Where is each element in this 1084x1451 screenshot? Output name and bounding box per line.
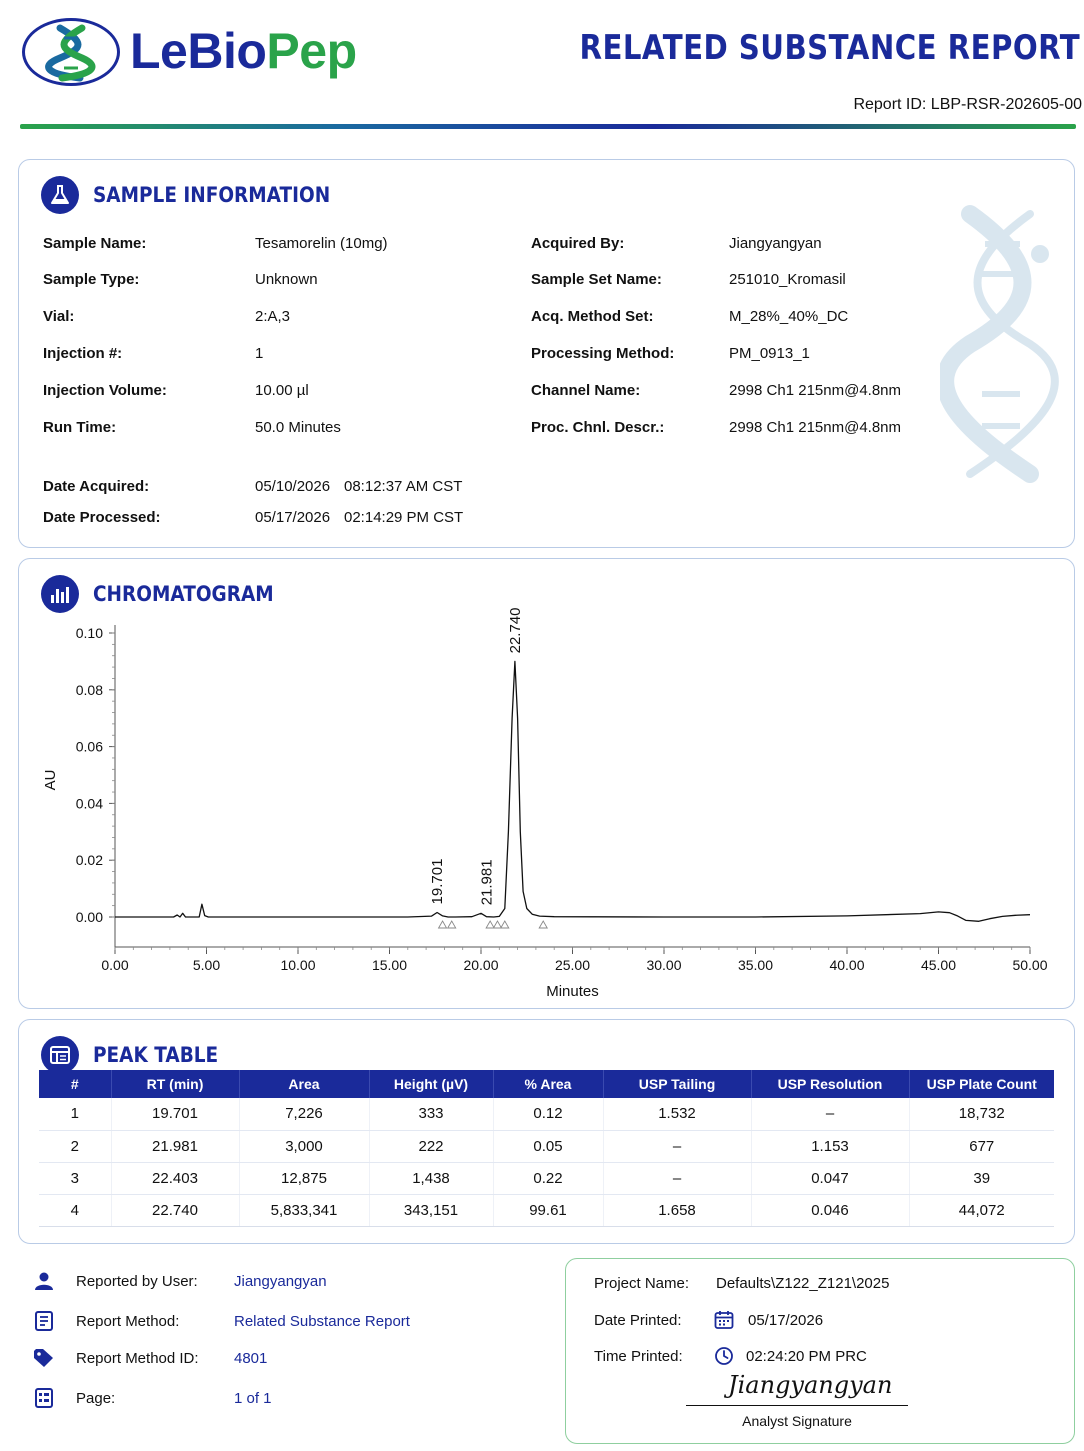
x-tick-label: 45.00 bbox=[920, 957, 957, 973]
sample-name-label: Sample Name: bbox=[43, 235, 147, 252]
date-printed-value: 05/17/2026 bbox=[748, 1312, 824, 1329]
run-time-value: 50.0 Minutes bbox=[255, 419, 341, 436]
signature-line bbox=[686, 1405, 908, 1406]
injection-volume-value: 10.00 µl bbox=[255, 382, 309, 399]
peak-label: 21.981 bbox=[478, 859, 496, 906]
baseline-marker bbox=[439, 921, 447, 928]
date-acquired-time: 08:12:37 AM CST bbox=[344, 478, 463, 495]
sample-type-label: Sample Type: bbox=[43, 271, 140, 288]
column-header: USP Resolution bbox=[751, 1070, 909, 1098]
injection-number-label: Injection #: bbox=[43, 345, 123, 362]
table-cell: 0.046 bbox=[751, 1194, 909, 1226]
date-processed-time: 02:14:29 PM CST bbox=[344, 509, 464, 526]
date-acquired-label: Date Acquired: bbox=[43, 478, 150, 495]
x-tick-label: 15.00 bbox=[371, 957, 408, 973]
dna-icon bbox=[22, 18, 120, 86]
date-printed-label: Date Printed: bbox=[594, 1312, 682, 1329]
sample-type-value: Unknown bbox=[255, 271, 318, 288]
table-cell: 1 bbox=[39, 1098, 111, 1130]
clock-icon bbox=[714, 1346, 734, 1366]
x-tick-label: 25.00 bbox=[554, 957, 591, 973]
report-method-icon bbox=[32, 1309, 56, 1333]
sample-information-title: SAMPLE INFORMATION bbox=[93, 183, 331, 207]
chromatogram-title: CHROMATOGRAM bbox=[93, 582, 274, 606]
table-cell: 39 bbox=[909, 1162, 1054, 1194]
user-icon bbox=[32, 1269, 56, 1293]
sample-information-panel bbox=[18, 159, 1075, 548]
report-header bbox=[0, 0, 1084, 140]
table-cell: – bbox=[603, 1130, 751, 1162]
logo-emblem bbox=[22, 18, 120, 86]
x-tick-label: 20.00 bbox=[463, 957, 499, 973]
x-tick-label: 40.00 bbox=[829, 957, 865, 973]
reported-by-value: Jiangyangyan bbox=[234, 1272, 327, 1290]
table-cell: 44,072 bbox=[909, 1194, 1054, 1226]
run-time-label: Run Time: bbox=[43, 419, 117, 436]
chromatogram-trace bbox=[115, 661, 1030, 921]
date-processed-date: 05/17/2026 bbox=[255, 509, 331, 526]
table-row bbox=[39, 1194, 1054, 1226]
table-cell: 1.153 bbox=[751, 1130, 909, 1162]
baseline-marker bbox=[493, 921, 501, 928]
table-row bbox=[39, 1098, 1054, 1130]
report-method-value: Related Substance Report bbox=[234, 1312, 410, 1330]
tag-icon bbox=[32, 1346, 56, 1370]
y-tick-label: 0.06 bbox=[75, 738, 103, 755]
table-cell: 99.61 bbox=[493, 1194, 603, 1226]
table-cell: 0.047 bbox=[751, 1162, 909, 1194]
page-icon bbox=[32, 1386, 56, 1410]
peak-table-header-row bbox=[39, 1070, 1054, 1098]
channel-name-value: 2998 Ch1 215nm@4.8nm bbox=[729, 382, 902, 399]
project-name-label: Project Name: bbox=[594, 1275, 690, 1292]
vial-label: Vial: bbox=[43, 308, 75, 325]
table-cell: 19.701 bbox=[111, 1098, 239, 1130]
table-cell: 3 bbox=[39, 1162, 111, 1194]
table-cell: 1.532 bbox=[603, 1098, 751, 1130]
page-label: Page: bbox=[76, 1389, 116, 1407]
peak-table bbox=[39, 1070, 1054, 1227]
report-method-id-label: Report Method ID: bbox=[76, 1349, 199, 1367]
channel-name-label: Channel Name: bbox=[531, 382, 641, 399]
vial-value: 2:A,3 bbox=[255, 308, 291, 325]
baseline-marker bbox=[486, 921, 494, 928]
column-header: Height (µV) bbox=[369, 1070, 493, 1098]
time-printed-label: Time Printed: bbox=[594, 1348, 683, 1365]
header-divider bbox=[20, 124, 1076, 129]
table-cell: 1.658 bbox=[603, 1194, 751, 1226]
acquired-by-value: Jiangyangyan bbox=[729, 235, 822, 252]
date-acquired-date: 05/10/2026 bbox=[255, 478, 331, 495]
x-tick-label: 5.00 bbox=[192, 957, 221, 973]
y-axis-label: AU bbox=[42, 769, 59, 791]
table-cell: 4 bbox=[39, 1194, 111, 1226]
processing-method-value: PM_0913_1 bbox=[729, 345, 810, 362]
table-cell: 18,732 bbox=[909, 1098, 1054, 1130]
column-header: USP Tailing bbox=[603, 1070, 751, 1098]
table-cell: 0.22 bbox=[493, 1162, 603, 1194]
sample-set-name-label: Sample Set Name: bbox=[531, 271, 662, 288]
report-method-id-row bbox=[32, 1345, 268, 1371]
peak-label: 22.740 bbox=[506, 607, 524, 654]
y-tick-label: 0.02 bbox=[75, 852, 103, 869]
date-processed-label: Date Processed: bbox=[43, 509, 161, 526]
x-tick-label: 50.00 bbox=[1012, 957, 1048, 973]
column-header: RT (min) bbox=[111, 1070, 239, 1098]
table-cell: – bbox=[751, 1098, 909, 1130]
table-cell: – bbox=[603, 1162, 751, 1194]
logo-wordmark: LeBioPep bbox=[130, 23, 357, 79]
analyst-signature: Jiangyangyan bbox=[728, 1371, 893, 1399]
acquired-by-label: Acquired By: bbox=[531, 235, 625, 252]
sample-set-name-value: 251010_Kromasil bbox=[729, 271, 846, 288]
proc-channel-descr-label: Proc. Chnl. Descr.: bbox=[531, 419, 665, 436]
processing-method-label: Processing Method: bbox=[531, 345, 675, 362]
column-header: USP Plate Count bbox=[909, 1070, 1054, 1098]
table-cell: 222 bbox=[369, 1130, 493, 1162]
report-method-row bbox=[32, 1308, 410, 1334]
table-cell: 343,151 bbox=[369, 1194, 493, 1226]
table-icon bbox=[41, 1036, 79, 1074]
project-name-value: Defaults\Z122_Z121\2025 bbox=[716, 1275, 890, 1292]
reported-by-row bbox=[32, 1268, 327, 1294]
column-header: % Area bbox=[493, 1070, 603, 1098]
report-id: Report ID: LBP-RSR-202605-00 bbox=[853, 96, 1082, 113]
peak-label: 19.701 bbox=[429, 858, 447, 905]
peak-table-title: PEAK TABLE bbox=[93, 1043, 219, 1067]
x-tick-label: 0.00 bbox=[101, 957, 129, 973]
sample-name-value: Tesamorelin (10mg) bbox=[255, 235, 388, 252]
injection-number-value: 1 bbox=[255, 345, 264, 362]
x-tick-label: 10.00 bbox=[280, 957, 316, 973]
table-cell: 0.05 bbox=[493, 1130, 603, 1162]
chromatogram-chart bbox=[19, 559, 1076, 1010]
table-cell: 7,226 bbox=[239, 1098, 369, 1130]
print-info-box bbox=[565, 1258, 1075, 1444]
peak-table-panel bbox=[18, 1019, 1075, 1244]
injection-volume-label: Injection Volume: bbox=[43, 382, 167, 399]
baseline-marker bbox=[539, 921, 547, 928]
page-row bbox=[32, 1385, 272, 1411]
x-tick-label: 30.00 bbox=[646, 957, 682, 973]
table-row bbox=[39, 1162, 1054, 1194]
table-cell: 21.981 bbox=[111, 1130, 239, 1162]
table-cell: 677 bbox=[909, 1130, 1054, 1162]
table-cell: 22.740 bbox=[111, 1194, 239, 1226]
table-cell: 5,833,341 bbox=[239, 1194, 369, 1226]
acq-method-set-value: M_28%_40%_DC bbox=[729, 308, 849, 325]
table-row bbox=[39, 1130, 1054, 1162]
page-value: 1 of 1 bbox=[234, 1389, 272, 1407]
sample-information-header bbox=[41, 176, 363, 214]
reported-by-label: Reported by User: bbox=[76, 1272, 198, 1290]
table-cell: 0.12 bbox=[493, 1098, 603, 1130]
flask-icon bbox=[41, 176, 79, 214]
table-cell: 3,000 bbox=[239, 1130, 369, 1162]
y-tick-label: 0.10 bbox=[75, 625, 103, 641]
x-tick-label: 35.00 bbox=[737, 957, 774, 973]
table-cell: 2 bbox=[39, 1130, 111, 1162]
proc-channel-descr-value: 2998 Ch1 215nm@4.8nm bbox=[729, 419, 902, 436]
table-cell: 1,438 bbox=[369, 1162, 493, 1194]
acq-method-set-label: Acq. Method Set: bbox=[531, 308, 654, 325]
table-cell: 22.403 bbox=[111, 1162, 239, 1194]
calendar-icon bbox=[714, 1310, 734, 1330]
chromatogram-panel bbox=[18, 558, 1075, 1009]
report-method-label: Report Method: bbox=[76, 1312, 180, 1330]
column-header: Area bbox=[239, 1070, 369, 1098]
signature-caption: Analyst Signature bbox=[742, 1413, 852, 1429]
baseline-marker bbox=[501, 921, 509, 928]
dna-watermark-icon bbox=[940, 204, 1060, 484]
y-tick-label: 0.08 bbox=[75, 681, 103, 698]
report-method-id-value: 4801 bbox=[234, 1349, 268, 1367]
peak-table-header bbox=[41, 1036, 235, 1074]
x-axis-label: Minutes bbox=[546, 983, 599, 1000]
table-cell: 12,875 bbox=[239, 1162, 369, 1194]
y-tick-label: 0.04 bbox=[75, 795, 103, 812]
table-cell: 333 bbox=[369, 1098, 493, 1130]
report-title: RELATED SUBSTANCE REPORT bbox=[579, 28, 1080, 68]
y-tick-label: 0.00 bbox=[75, 909, 103, 925]
column-header: # bbox=[39, 1070, 111, 1098]
time-printed-value: 02:24:20 PM PRC bbox=[746, 1348, 867, 1365]
baseline-marker bbox=[448, 921, 456, 928]
